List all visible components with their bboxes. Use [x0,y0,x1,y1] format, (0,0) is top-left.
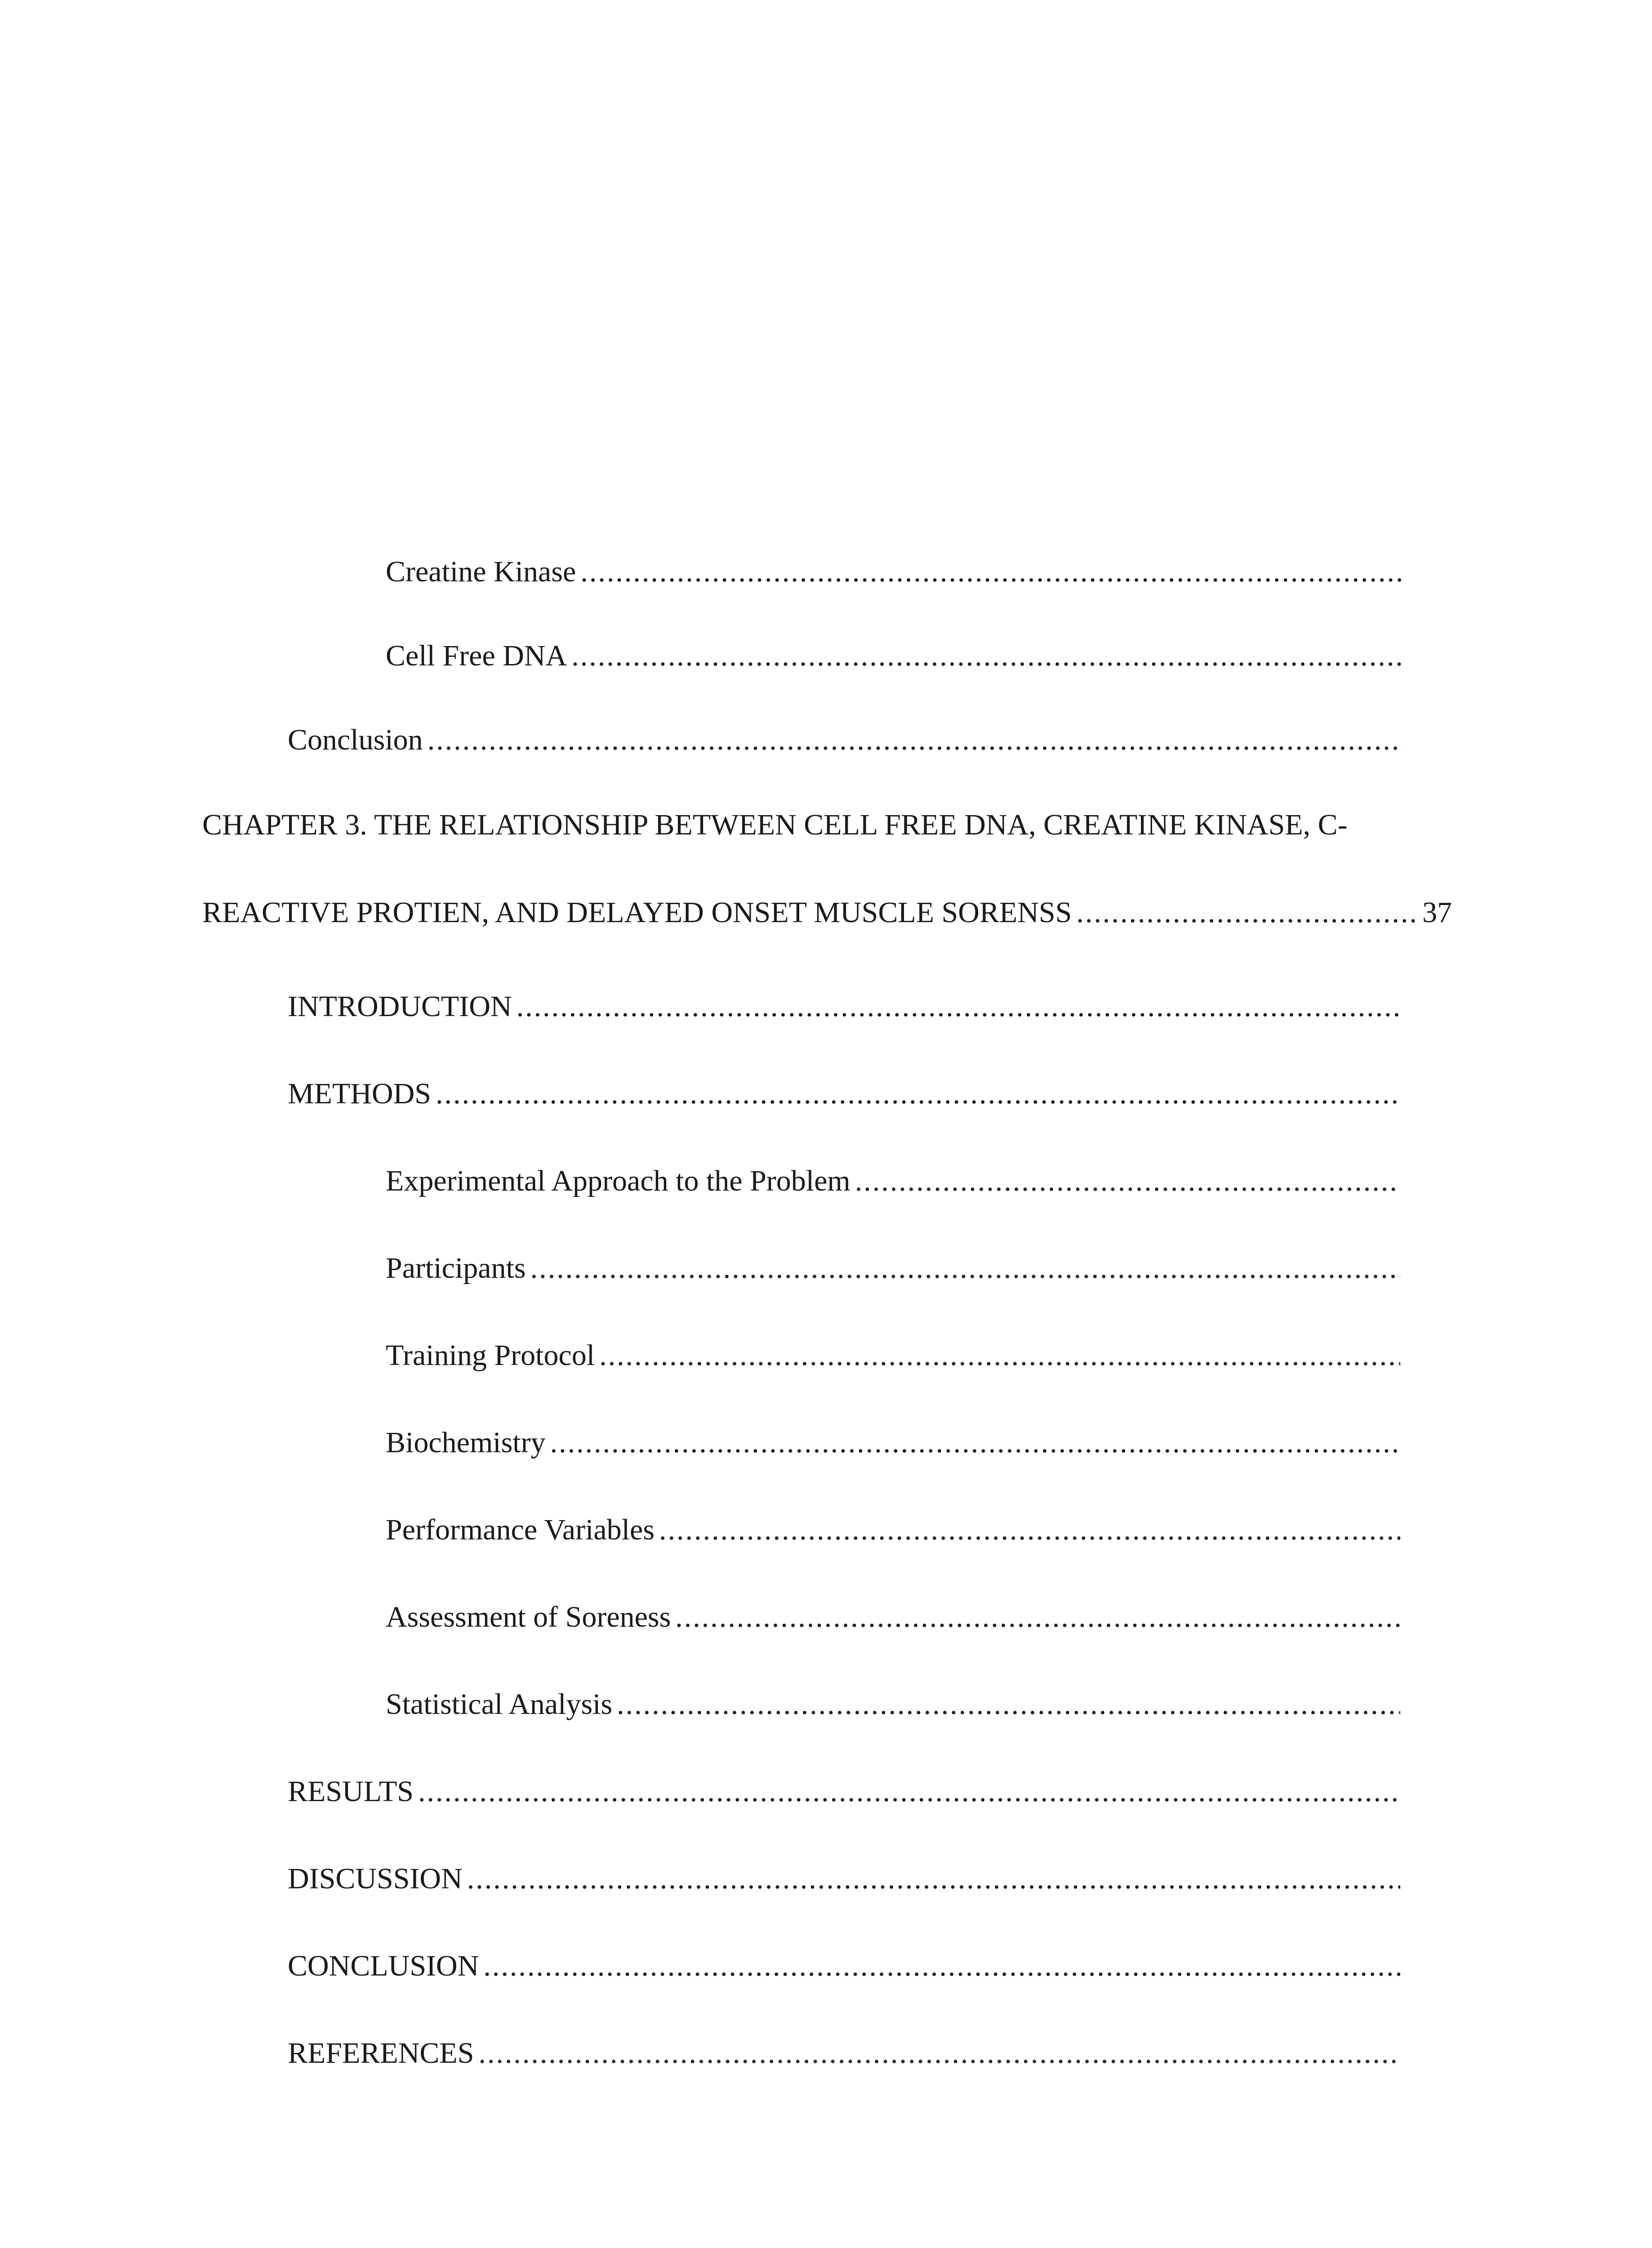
dot-leader [1076,892,1416,933]
toc-entry-label: METHODS [288,1077,432,1110]
toc-entry-training-protocol [386,1335,1400,1376]
toc-entry-methods [288,1074,1400,1114]
toc-entry-participants [386,1248,1400,1289]
toc-entry-label: Conclusion [288,723,423,756]
toc-entry-label: REACTIVE PROTIEN, AND DELAYED ONSET MUSCLE SORENSS [202,896,1072,929]
toc-entry-cell-free-dna [386,636,1403,676]
toc-entry-label: RESULTS [288,1775,414,1808]
toc-entry-statistical-analysis [386,1684,1400,1725]
toc-entry-label: Creatine Kinase [386,555,576,588]
toc-entry-creatine-kinase [386,552,1403,592]
dot-leader [517,986,1400,1027]
toc-entry-label: Participants [386,1252,526,1285]
toc-entry-discussion [288,1859,1400,1899]
dot-leader [467,1859,1400,1899]
toc-entry-label: Training Protocol [386,1339,595,1372]
toc-entry-conclusion [288,1946,1400,1986]
toc-entry-label: Cell Free DNA [386,639,567,672]
toc-entry-introduction [288,986,1400,1027]
toc-entry-label: CONCLUSION [288,1949,479,1982]
toc-entry-biochemistry [386,1423,1400,1463]
toc-entry-performance-variables [386,1510,1400,1550]
dot-leader [427,720,1403,760]
dot-leader [617,1684,1400,1725]
toc-entry-label: Experimental Approach to the Problem [386,1164,850,1197]
toc-entry-conclusion-sub [288,720,1403,760]
toc-entry-label: Biochemistry [386,1426,546,1459]
toc-entry-label: REFERENCES [288,2037,474,2070]
page-number: 37 [1422,896,1452,929]
toc-entry-assessment-of-soreness [386,1597,1400,1637]
toc-chapter-3-title-line-2 [202,892,1452,933]
toc-entry-label: Statistical Analysis [386,1688,613,1721]
toc-entry-label: Assessment of Soreness [386,1601,671,1633]
dot-leader [580,552,1403,592]
dot-leader [418,1771,1400,1812]
toc-chapter-3-title-line-1 [202,805,1452,845]
dot-leader [478,2033,1400,2074]
toc-entry-experimental-approach [386,1161,1400,1201]
dot-leader [530,1248,1400,1289]
toc-entry-label: CHAPTER 3. THE RELATIONSHIP BETWEEN CELL FREE DNA, CREATINE KINASE, C- [202,808,1348,841]
dot-leader [571,636,1403,676]
toc-entry-label: Performance Variables [386,1513,655,1546]
dot-leader [855,1161,1400,1201]
toc-entry-results [288,1771,1400,1812]
dot-leader [436,1074,1400,1114]
toc-entry-references [288,2033,1400,2074]
dot-leader [483,1946,1400,1986]
toc-entry-label: INTRODUCTION [288,990,512,1023]
toc-entry-label: DISCUSSION [288,1862,463,1895]
dot-leader [675,1597,1400,1637]
dot-leader [599,1335,1400,1376]
dot-leader [659,1510,1400,1550]
dot-leader [550,1423,1400,1463]
